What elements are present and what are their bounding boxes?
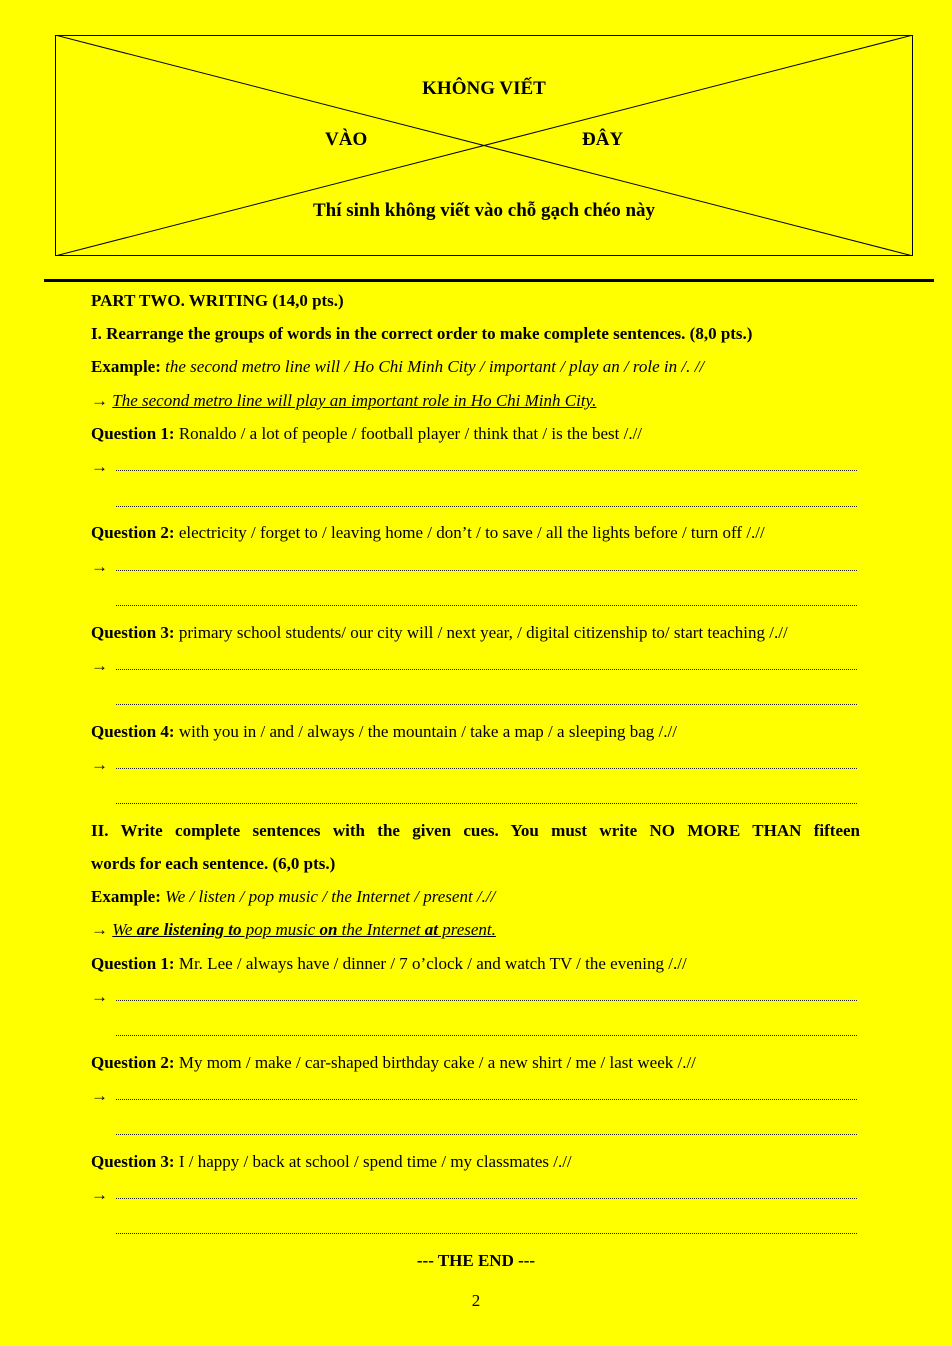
answer-part-verb: are listening to bbox=[136, 920, 242, 939]
s1-q2-answer-line-2[interactable] bbox=[116, 605, 857, 606]
question-text: My mom / make / car-shaped birthday cake / a new shirt / me / last week /.// bbox=[178, 1053, 696, 1072]
example-text: the second metro line will / Ho Chi Minh City / important / play an / role in /. // bbox=[165, 357, 705, 376]
no-write-line3: Thí sinh không viết vào chỗ gạch chéo này bbox=[312, 200, 656, 221]
arrow-icon: → bbox=[91, 656, 108, 675]
question-text: Ronaldo / a lot of people / football player / think that / is the best /.// bbox=[178, 424, 643, 443]
section1-example bbox=[91, 357, 704, 377]
page-number: 2 bbox=[471, 1291, 481, 1310]
example-answer bbox=[112, 920, 496, 939]
section2-heading-line2: words for each sentence. (6,0 pts.) bbox=[91, 854, 336, 873]
the-end: --- THE END --- bbox=[416, 1251, 536, 1270]
question-label: Question 2: bbox=[91, 523, 175, 542]
s1-q1-answer-line-2[interactable] bbox=[116, 506, 857, 507]
arrow-icon: → bbox=[91, 457, 108, 476]
arrow-icon: → bbox=[91, 920, 108, 939]
answer-part: the Internet bbox=[337, 920, 425, 939]
arrow-icon: → bbox=[91, 391, 108, 410]
s1-question-1 bbox=[91, 424, 642, 444]
no-write-line2-right: ĐÂY bbox=[582, 129, 624, 150]
section2-example bbox=[91, 887, 495, 907]
example-label: Example: bbox=[91, 887, 161, 906]
arrow-icon: → bbox=[91, 987, 108, 1006]
question-text: I / happy / back at school / spend time / my classmates /.// bbox=[178, 1152, 572, 1171]
answer-part: present. bbox=[437, 920, 496, 939]
s1-q4-answer-line-1[interactable] bbox=[116, 768, 857, 769]
section1-heading: I. Rearrange the groups of words in the correct order to make complete sentences. (8,0 pts.) bbox=[91, 324, 753, 343]
question-label: Question 1: bbox=[91, 954, 175, 973]
s2-q2-answer-line-2[interactable] bbox=[116, 1134, 857, 1135]
arrow-icon: → bbox=[91, 1086, 108, 1105]
no-write-box bbox=[55, 35, 913, 256]
example-label: Example: bbox=[91, 357, 161, 376]
example-answer: The second metro line will play an important role in Ho Chi Minh City. bbox=[112, 391, 597, 410]
answer-part-prep: at bbox=[424, 920, 438, 939]
s2-q1-answer-line-2[interactable] bbox=[116, 1035, 857, 1036]
s1-q3-answer-line-1[interactable] bbox=[116, 669, 857, 670]
question-text: Mr. Lee / always have / dinner / 7 o’clock / and watch TV / the evening /.// bbox=[178, 954, 687, 973]
question-label: Question 3: bbox=[91, 623, 175, 642]
part-title: PART TWO. WRITING (14,0 pts.) bbox=[91, 291, 344, 310]
s1-question-3 bbox=[91, 623, 788, 643]
s1-q2-answer-line-1[interactable] bbox=[116, 570, 857, 571]
section2-example-answer bbox=[91, 920, 496, 940]
answer-part: We bbox=[112, 920, 137, 939]
arrow-icon: → bbox=[91, 1185, 108, 1204]
question-label: Question 1: bbox=[91, 424, 175, 443]
s2-q2-answer-line-1[interactable] bbox=[116, 1099, 857, 1100]
no-write-line1: KHÔNG VIẾT bbox=[422, 78, 546, 99]
s1-q3-answer-line-2[interactable] bbox=[116, 704, 857, 705]
question-label: Question 4: bbox=[91, 722, 175, 741]
s2-q3-answer-line-2[interactable] bbox=[116, 1233, 857, 1234]
answer-part-prep: on bbox=[319, 920, 338, 939]
s1-question-4 bbox=[91, 722, 677, 742]
s2-q1-answer-line-1[interactable] bbox=[116, 1000, 857, 1001]
example-text: We / listen / pop music / the Internet / present /.// bbox=[165, 887, 496, 906]
s2-question-1 bbox=[91, 954, 687, 974]
s2-question-3 bbox=[91, 1152, 572, 1172]
no-write-line2-left: VÀO bbox=[325, 129, 368, 150]
section2-heading-line1: II. Write complete sentences with the given cues. You must write NO MORE THAN fifteen bbox=[91, 821, 860, 840]
question-text: electricity / forget to / leaving home / don’t / to save / all the lights before / turn off /.// bbox=[178, 523, 765, 542]
answer-part: pop music bbox=[241, 920, 320, 939]
question-text: with you in / and / always / the mountain / take a map / a sleeping bag /.// bbox=[178, 722, 677, 741]
s1-question-2 bbox=[91, 523, 765, 543]
s1-q4-answer-line-2[interactable] bbox=[116, 803, 857, 804]
question-label: Question 2: bbox=[91, 1053, 175, 1072]
cross-lines bbox=[55, 35, 913, 256]
question-label: Question 3: bbox=[91, 1152, 175, 1171]
section1-example-answer bbox=[91, 391, 596, 411]
s1-q1-answer-line-1[interactable] bbox=[116, 470, 857, 471]
s2-question-2 bbox=[91, 1053, 696, 1073]
arrow-icon: → bbox=[91, 755, 108, 774]
s2-q3-answer-line-1[interactable] bbox=[116, 1198, 857, 1199]
section-divider bbox=[44, 279, 934, 282]
question-text: primary school students/ our city will / next year, / digital citizenship to/ start teaching /.// bbox=[178, 623, 788, 642]
arrow-icon: → bbox=[91, 557, 108, 576]
